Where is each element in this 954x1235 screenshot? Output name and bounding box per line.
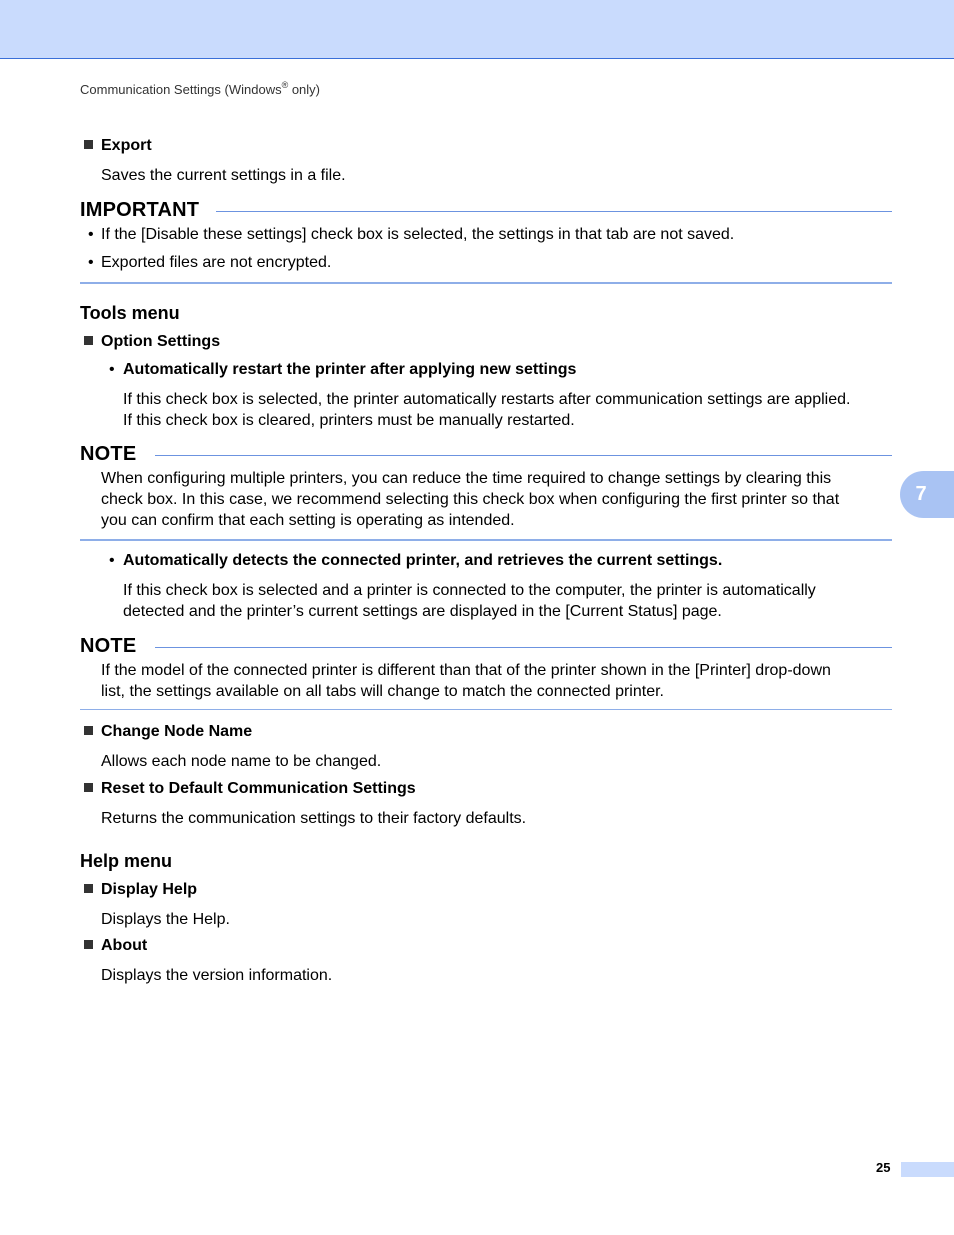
export-desc: Saves the current settings in a file. (101, 167, 346, 184)
chapter-tab: 7 (900, 471, 954, 518)
registered-mark: ® (281, 80, 289, 90)
header-band (0, 0, 954, 59)
display-help-label: Display Help (101, 881, 198, 898)
export-label: Export (101, 137, 152, 154)
reset-item (84, 780, 416, 798)
running-title-prefix: Communication Settings (Windows (80, 82, 282, 97)
running-title-suffix: only) (288, 82, 321, 97)
export-item (84, 137, 152, 155)
note2-bottom-rule (80, 709, 892, 710)
note1-title: NOTE (80, 443, 137, 465)
note2-title: NOTE (80, 635, 137, 657)
running-header (80, 80, 320, 97)
about-label: About (101, 937, 148, 954)
reset-label: Reset to Default Communication Settings (101, 780, 416, 797)
option-settings-item (84, 333, 220, 351)
note1-bottom-rule (80, 539, 892, 541)
tools-menu-title: Tools menu (80, 303, 180, 323)
note2-rule (155, 647, 892, 648)
about-item (84, 937, 147, 955)
important-bullet-2: • Exported files are not encrypted. (88, 254, 332, 271)
square-bullet-icon (84, 336, 93, 345)
important-bullet-1: • If the [Disable these settings] check box is selected, the settings in that tab are not saved. (88, 226, 735, 243)
auto-detect-item: • Automatically detects the connected printer, and retrieves the current settings. (109, 552, 723, 569)
page-number-bar (901, 1162, 954, 1177)
important-title: IMPORTANT (80, 199, 200, 221)
important-bottom-rule (80, 282, 892, 284)
auto-detect-label: Automatically detects the connected printer, and retrieves the current settings. (123, 552, 723, 569)
about-desc: Displays the version information. (101, 967, 333, 984)
note2-text: If the model of the connected printer is different than that of the printer shown in the [Printer] drop-down list, the settings available on all tabs will change to match the connected printer. (101, 662, 831, 700)
auto-restart-desc: If this check box is selected, the printer automatically restarts after communication settings are applied. If this check box is cleared, printers must be manually restarted. (123, 391, 851, 429)
display-help-item (84, 881, 197, 899)
square-bullet-icon (84, 940, 93, 949)
square-bullet-icon (84, 783, 93, 792)
auto-restart-item: • Automatically restart the printer after applying new settings (109, 361, 577, 378)
note1-text: When configuring multiple printers, you can reduce the time required to change settings by clearing this check box. In this case, we recommend selecting this check box when configuring the first printer so that you can confirm that each setting is operating as intended. (101, 470, 840, 529)
square-bullet-icon (84, 884, 93, 893)
square-bullet-icon (84, 140, 93, 149)
display-help-desc: Displays the Help. (101, 911, 230, 928)
note1-rule (155, 455, 892, 456)
page-number: 25 (876, 1160, 891, 1175)
reset-desc: Returns the communication settings to their factory defaults. (101, 810, 527, 827)
square-bullet-icon (84, 726, 93, 735)
help-menu-title: Help menu (80, 851, 173, 871)
auto-restart-label: Automatically restart the printer after applying new settings (123, 361, 577, 378)
important-rule (216, 211, 892, 212)
change-node-desc: Allows each node name to be changed. (101, 753, 382, 770)
change-node-label: Change Node Name (101, 723, 253, 740)
auto-detect-desc: If this check box is selected and a printer is connected to the computer, the printer is automatically detected and the printer’s current settings are displayed in the [Current Status] page. (123, 582, 816, 620)
option-settings-label: Option Settings (101, 333, 221, 350)
change-node-item (84, 723, 252, 741)
